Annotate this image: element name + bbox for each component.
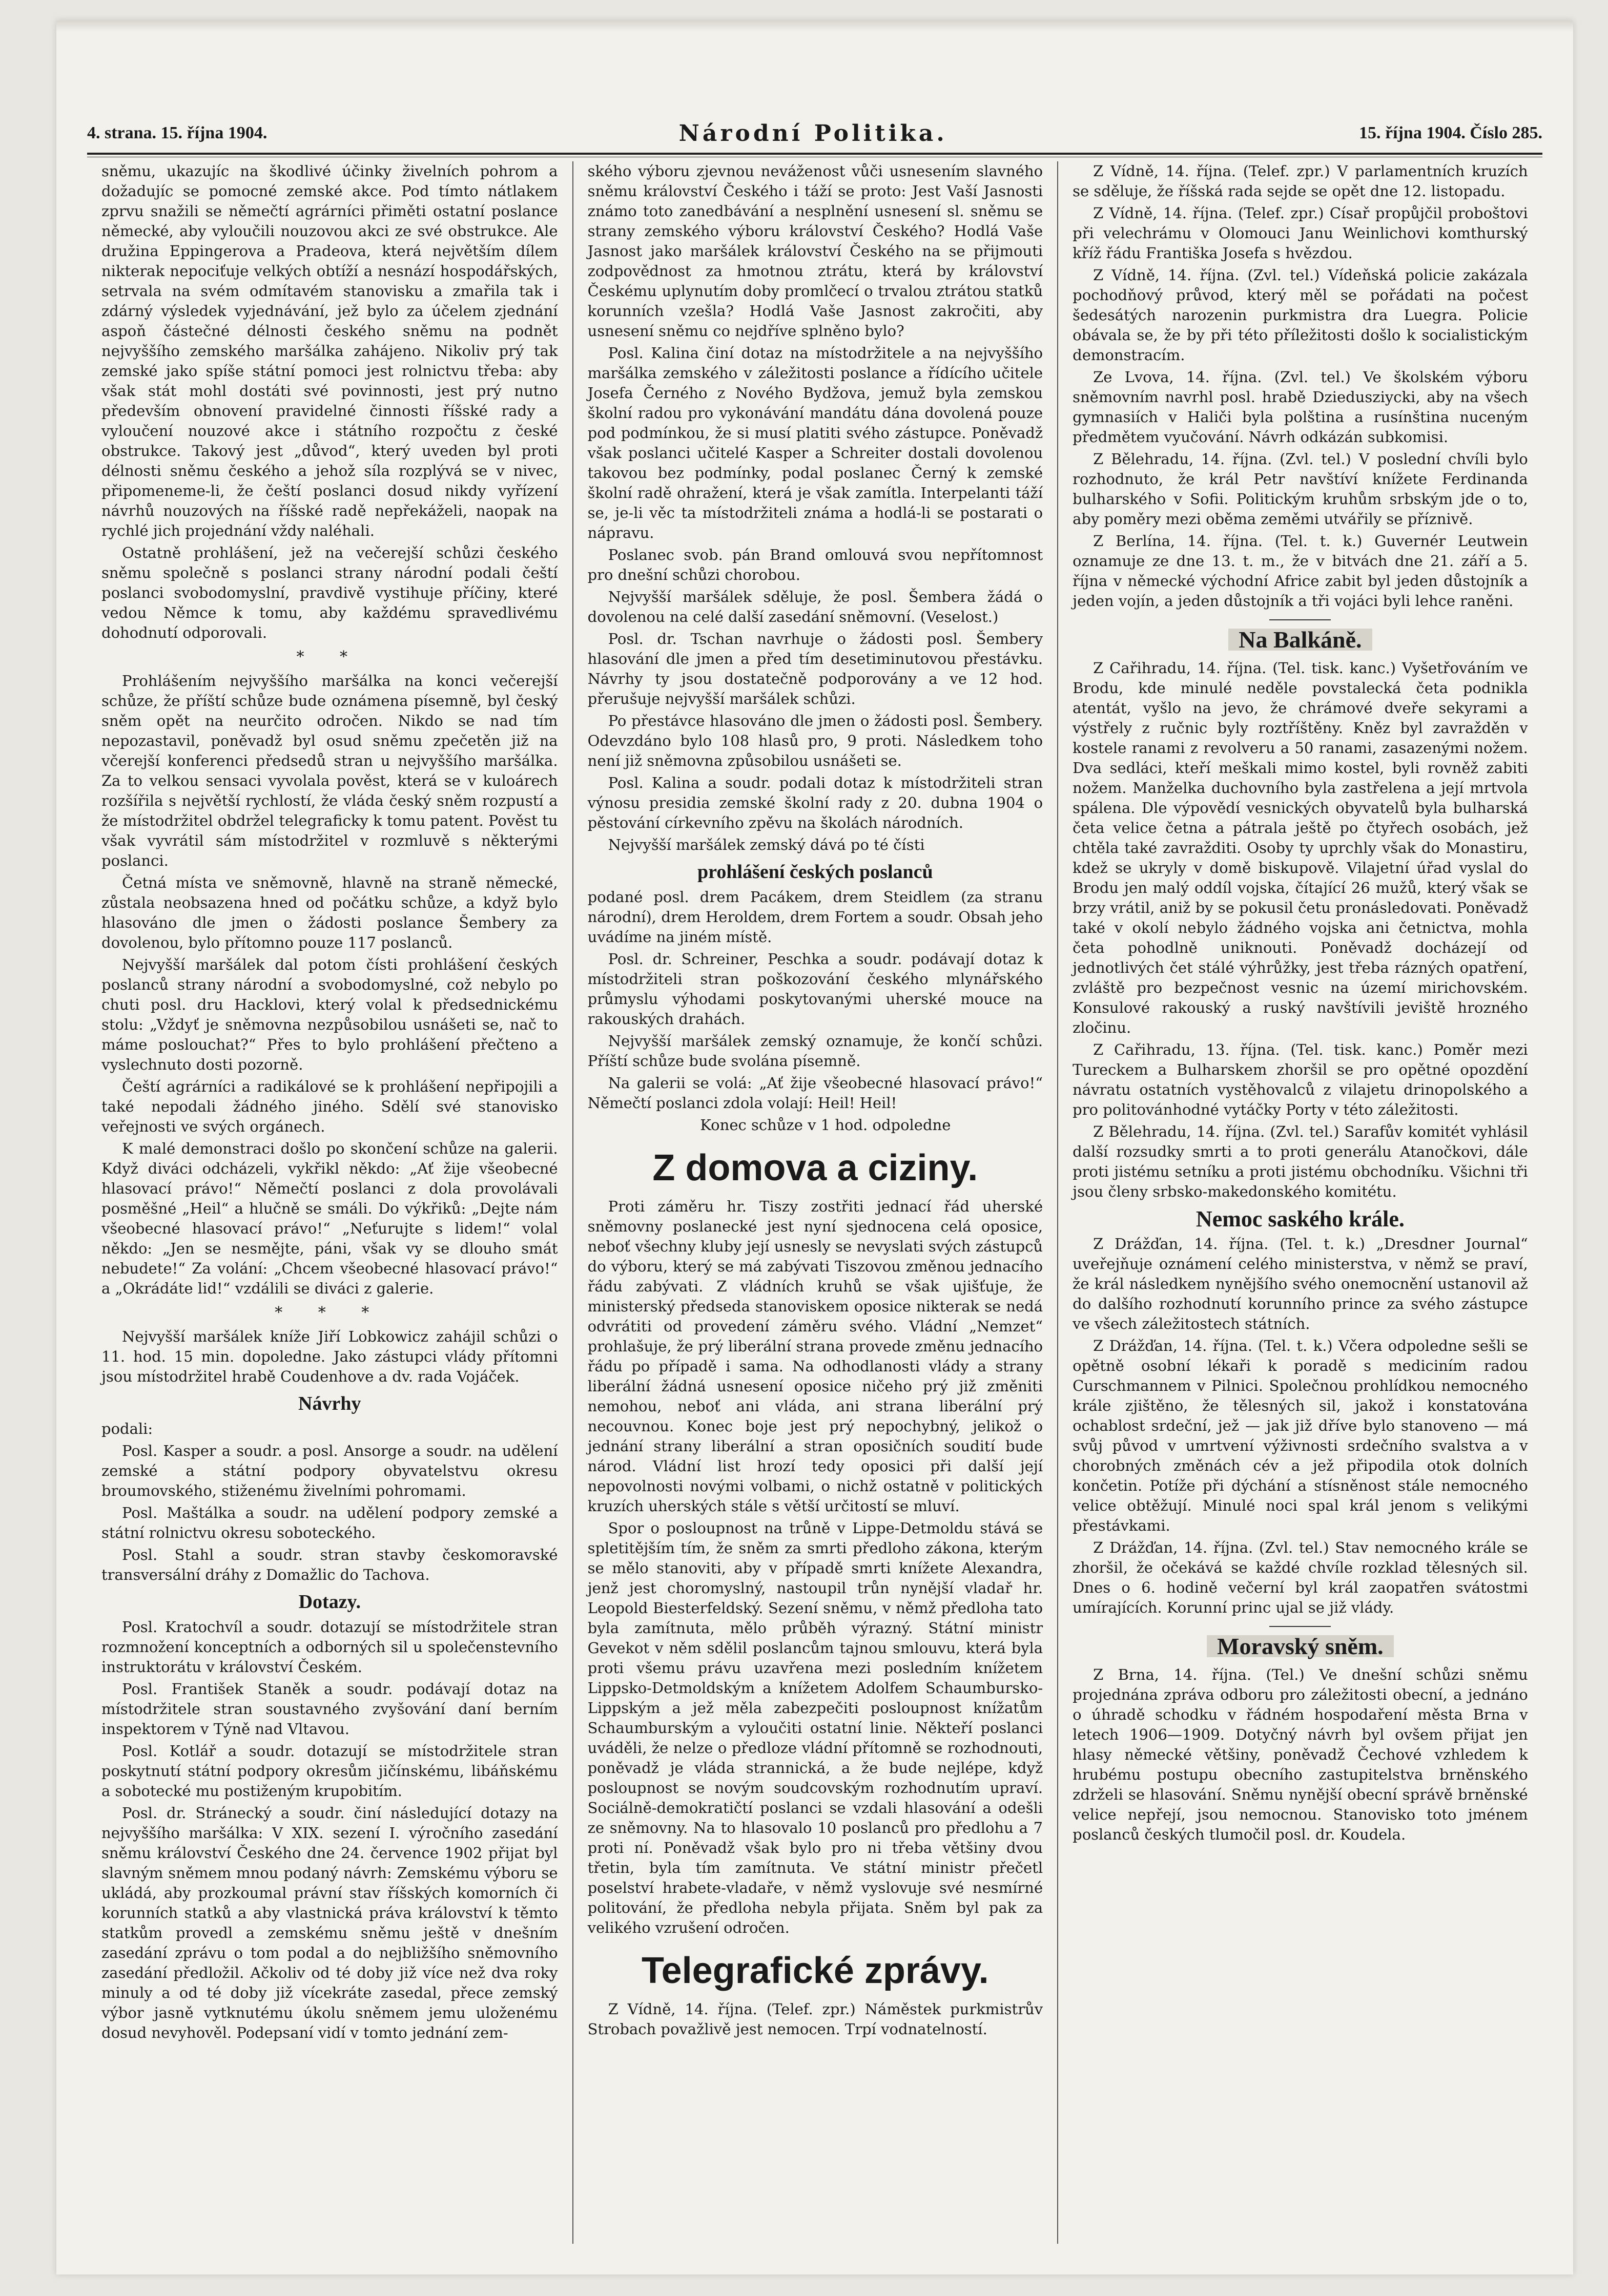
header-rule — [87, 153, 1542, 155]
article-paragraph: K malé demonstraci došlo po skončení schůze na galerii. Když diváci odcházeli, vykřikl někdo: „Ať žije všeobecné hlasovací právo!“ Němečtí poslanci z dola provolávali posměšné „Heil“ a hlučně se smáli. Do výkřiků: „Dejte nám všeobecné hlasovací právo!“ „Neťurujte s lidem!“ volal někdo: „Jen se nesmějte, páni, však vy se dlouho smát nebudete!“ Za volání: „Chcem všeobecné hlasovací právo!“ a „Okrádáte lid!“ vzdálili se diváci z galerie. — [101, 1140, 558, 1297]
heading-prohlaseni: prohlášení českých poslanců — [697, 861, 933, 883]
column-2 — [572, 161, 1058, 2244]
heading-dotazy: Dotazy. — [298, 1591, 361, 1613]
article-paragraph: Nejvyšší maršálek zemský dává po té čísti — [608, 836, 925, 853]
article-paragraph: Z Drážďan, 14. října. (Tel. t. k.) Včera odpoledne sešli se opětně osobní lékaři k poradě s mediciním radou Curschmannem v Pilnici. Společnou prohlídkou nemocného krále zjištěno, že tělesných sil, jakož i konstatována ochablost srdeční, jež — jak již dříve bylo stanoveno — má svůj původ v umrtvení výživnosti srdečního svalstva a v chorobných změnách cév a jež připodila otok dolních končetin. Potíže při dýchání a stísněnost stále nemocného velice obtěžují. Minulé noci spal král jenom s velikými přestávkami. — [1073, 1337, 1528, 1534]
article-paragraph: Čeští agrárníci a radikálové se k prohlášení nepřipojili a také nepodali žádného jiného. Sdělí své stanovisko veřejnosti ve svých orgánech. — [101, 1078, 558, 1135]
column-3 — [1057, 161, 1542, 2244]
section-stars: * * * — [275, 1304, 385, 1322]
article-paragraph: Nejvyšší maršálek kníže Jiří Lobkowicz zahájil schůzi o 11. hod. 15 min. dopoledne. Jako zástupci vlády přítomni jsou místodržitel hrabě Coudenhove a dv. rada Vojáček. — [101, 1328, 558, 1385]
columns — [87, 161, 1542, 2244]
separator-rule — [1269, 1626, 1331, 1627]
article-paragraph: Nejvyšší maršálek dal potom čísti prohlášení českých poslanců strany národní a svobodomyslné, což nebylo po chuti posl. dru Hacklovi, který volal k předsednickému stolu: „Vždyť je sněmovna nezpůsobilou usnášeti se, nač to máme poslouchat?“ Přes to bylo prohlášení přečteno a vyslechnuto dosti pozorně. — [101, 956, 558, 1073]
article-paragraph: Posl. Kalina a soudr. podali dotaz k místodržiteli stran výnosu presidia zemské školní rady z 20. dubna 1904 o pěstování církevního zpěvu na školách národních. — [587, 774, 1043, 831]
article-paragraph: Po přestávce hlasováno dle jmen o žádosti posl. Šembery. Odevzdáno bylo 108 hlasů pro, 9 proti. Následkem toho není již sněmovna způsobilou usnášeti se. — [587, 712, 1043, 769]
article-paragraph: Z Bělehradu, 14. října. (Zvl. tel.) Sarafův komitét vyhlásil další rozsudky smrti a to proti generálu Atanočkovi, dále proti jistému setníku a proti jistému obchodníku. Všichni tři jsou členy srbsko-makedonského komitétu. — [1073, 1123, 1528, 1200]
section-stars: * * — [296, 648, 363, 666]
article-paragraph: Z Brna, 14. října. (Tel.) Ve dnešní schůzi sněmu projednána zpráva odboru pro záležitosti obecní, a jednáno o úhradě schodku v řádném hospodaření města Brna v letech 1906—1909. Dotyčný návrh byl ovšem přijat jen hlasy německé většiny, poněvadž Čechové vzhledem k hrubému postupu obecního zastupitelstva brněnského zdrželi se hlasování. Sněmu nynější obecní správě brněnské velice nepřejí, jsou nemocnou. Stanovisko toto jménem poslanců českých tlumočil posl. dr. Koudela. — [1073, 1666, 1528, 1843]
heading-balkan-wrap — [1073, 629, 1528, 653]
newspaper-page — [56, 20, 1573, 2274]
article-paragraph: Z Berlína, 14. října. (Tel. t. k.) Guvernér Leutwein oznamuje ze dne 13. t. m., že v bitvách dne 21. září a 5. října v německé východní Africe zabit byl jeden důstojník a jeden vojín, a jeden důstojník a tři vojáci byli lehce raněni. — [1073, 532, 1528, 610]
article-paragraph: sněmu, ukazujíc na škodlivé účinky živelních pohrom a dožadujíc se pomocné zemské akce. Pod tímto nátlakem zprvu snažili se němečtí agrárníci přiměti ostatní poslance německé, aby vyloučili nouzovou akci ze své obstrukce. Ale družina Eppingerova a Pradeova, která největším dílem nikterak nepociťuje velkých obtíží a nesnází hospodářských, setrvala na svém odmítavém stanovisku a zmařila tak i zdárný výsledek vyjednávání, jež bylo za účelem zjednání aspoň částečné délnosti českého sněmu na podnět nejvyššího zemského maršálka zahájeno. Nikoliv prý tak zemské jako spíše státní pomoci jest rolnictvu třeba: aby však stát mohl dostáti své povinnosti, jest prý nutno především obnovení pravidelné činnosti říšské rady a vyloučení nouzové akce i státního rozpočtu z české obstrukce. Takový jest „důvod“, který uveden byl proti délnosti sněmu českého a jehož síla rozplývá se v nivec, připomeneme-li, že čeští poslanci dosud nikdy vyřízení návrhů nouzových na říšské radě nepřekáželi, naopak na rychlé jich projednání vždy naléhali. — [101, 162, 558, 539]
article-paragraph: Poslanec svob. pán Brand omlouvá svou nepřítomnost pro dnešní schůzi chorobou. — [587, 546, 1043, 583]
heading-telegraficke: Telegrafické zprávy. — [642, 1950, 989, 1991]
header-date-left: 4. strana. 15. října 1904. — [87, 123, 267, 142]
article-paragraph: Ostatně prohlášení, jež na večerejší schůzi českého sněmu společně s poslanci strany národní podali čeští poslanci svobodomyslní, pravdivě vystihuje příčiny, které vedou Němce k tomu, aby každému spravedlivému dohodnutí odporovali. — [101, 544, 558, 641]
article-paragraph: Konec schůze v 1 hod. odpoledne — [700, 1116, 951, 1134]
article-paragraph: Posl. dr. Stránecký a soudr. činí následující dotazy na nejvyššího maršálka: V XIX. sezení I. výročního zasedání sněmu království Českého dne 24. července 1902 přijat byl slavným sněmem mnou podaný návrh: Zemskému výboru se ukládá, aby prozkoumal právní stav říšských komorních či korunních statků a aby vlastnická práva království k těmto statkům provedl a zemskému sněmu ještě v dnešním zasedání zprávu o tom podal a do nejbližšího sněmovního zasedání předložil. Ačkoliv od té doby již více než dva roky minuly a od té doby již vícekráte zasedal, přece zemský výbor jasně vytknutému úkolu sněmem jemu uloženému dosud nevyhověl. Podepsaní vidí v tomto jednání zem- — [101, 1804, 558, 2041]
heading-navrhy: Návrhy — [298, 1393, 361, 1414]
article-paragraph: Posl. Maštálka a soudr. na udělení podpory zemské a státní rolnictvu okresu soboteckého. — [101, 1504, 558, 1541]
article-paragraph: podané posl. drem Pacákem, drem Steidlem (za stranu národní), drem Heroldem, drem Fortem a soudr. Obsah jeho uvádíme na jiném místě. — [587, 888, 1043, 946]
article-paragraph: ského výboru zjevnou neváženost vůči usnesením slavného sněmu království Českého i táží se proto: Jest Vaší Jasnosti známo toto zanedbávání a nesplnění usnesení sl. sněmu se strany zemského výboru království Českého? Hodlá Vaše Jasnost jako maršálek království Českého na se přijmouti zodpovědnost za hmotnou ztrátu, která by království Českému uplynutím doby promlčecí o trvalou ztrátou statků korunních vzešla? Hodlá Vaše Jasnost zakročiti, aby usnesení sněmu co nejdříve splněno bylo? — [587, 162, 1043, 340]
article-paragraph: Posl. Stahl a soudr. stran stavby českomoravské transversální dráhy z Domažlic do Tachova. — [101, 1546, 558, 1583]
article-paragraph: Z Cařihradu, 13. října. (Tel. tisk. kanc.) Poměr mezi Tureckem a Bulharskem zhoršil se pro opětné opozdění návratu ostatních vystěhovalců z vilajetu drinopolského a pro politovánhodné vytáčky Porty v této záležitosti. — [1073, 1041, 1528, 1118]
masthead-title: Národní Politika. — [678, 120, 947, 147]
scan-edge — [56, 20, 1573, 32]
article-paragraph: Z Cařihradu, 14. října. (Tel. tisk. kanc.) Vyšetřováním ve Brodu, kde minulé neděle povstalecká četa podnikla atentát, vyšlo na jevo, že chrámové dveře sekyrami a výstřely z ručnic byly roztříštěny. Kněz byl zavražděn v kostele ranami z revolveru a 50 ranami, zasazenými nožem. Dva sedláci, kteří meškali mimo kostel, byli rovněž zabiti nožem. Manželka duchovního byla zastřelena a její mrtvola spálena. Dle výpovědí vesnických obyvatelů byla bulharská četa velice četna a pátrala ještě po čtyřech osobách, jež chtěla také zavražditi. Osoby ty uprchly však do Monastiru, kdež se ukryly v domě biskupově. Vilajetní úřad vyslal do Brodu jen malý oddíl vojska, čítající 26 mužů, který však se brzy vrátil, aniž by se pokusil četu pronásledovati. Poněvadž také v okolí nebylo žádného vojska ani četnictva, mohla četa pohodlně uniknouti. Poněvadž docházejí od jednotlivých čet stálé výhrůžky, jest třeba rázných opatření, zvláště pro bezpečnost vesnic na území mirichovském. Konsulové rakouský a ruský navštívili jeviště hrozného zločinu. — [1073, 659, 1528, 1036]
article-paragraph: Z Vídně, 14. října. (Telef. zpr.) V parlamentních kruzích se sděluje, že říšská rada sejde se opět dne 12. listopadu. — [1073, 162, 1528, 200]
heading-moravsky-wrap — [1073, 1635, 1528, 1660]
header-date-right: 15. října 1904. Číslo 285. — [1359, 123, 1542, 142]
article-paragraph: Posl. Kasper a soudr. a posl. Ansorge a soudr. na udělení zemské a státní podpory obyvatelstvu okresu broumovského, stiženému živelními pohromami. — [101, 1442, 558, 1499]
article-paragraph: Posl. František Staněk a soudr. podávají dotaz na místodržitele stran soustavného zvyšování daní berním inspektorem v Týně nad Vltavou. — [101, 1680, 558, 1738]
article-paragraph: Z Vídně, 14. října. (Telef. zpr.) Náměstek purkmistrův Strobach považlivě jest nemocen. Trpí vodnatelností. — [587, 2000, 1043, 2038]
heading-z-domova: Z domova a ciziny. — [652, 1147, 978, 1188]
article-paragraph: Spor o posloupnost na trůně v Lippe-Detmoldu stává se spletitějším tím, že sněm za smrti předloho zákona, kterým se mělo stanoviti, aby v případě smrti knížete Alexandra, jenž jest choromyslný, nastoupil trůn nynější vladař hr. Leopold Biesterfeldský. Sezení sněmu, v němž předloha tato byla zamítnuta, mělo průběh výrazný. Státní ministr Gevekot v něm sdělil poslancům tajnou smlouvu, která byla proti všemu právu uzavřena mezi posledním knížetem Lippsko-Detmoldským a knížetem Adolfem Schaumbursko-Lippským a jež měla zabezpečiti posloupnost knížatům Schaumburským a vyloučiti ostatní linie. Někteří poslanci uváděli, že nelze o předloze vládní přítomně se rozhodnouti, poněvadž je vláda strannická, a že bude nejlépe, když posloupnost se novým soudcovským rozhodnutím upraví. Sociálně-demokratičtí poslanci se vzdali hlasování a odešli ze sněmovny. Na to hlasovalo 10 poslanců pro předlohu a 7 proti ní. Poněvadž však bylo pro ni třeba většiny dvou třetin, byla tím zamítnuta. Ve státní ministr přečetl poselství hrabete-vladaře, v němž vyslovuje své nesmírné politování, že předloha nebyla přijata. Sněm byl pak za velikého vzrušení odročen. — [587, 1519, 1043, 1936]
heading-nemoc: Nemoc saského krále. — [1195, 1206, 1405, 1232]
article-paragraph: Posl. dr. Schreiner, Peschka a soudr. podávají dotaz k místodržiteli stran poškozování českého mlynářského průmyslu výhodami poskytovanými uherské mouce na rakouských drahách. — [587, 950, 1043, 1028]
article-paragraph: Z Bělehradu, 14. října. (Zvl. tel.) V poslední chvíli bylo rozhodnuto, že král Petr navštíví knížete Ferdinanda bulharského v Sofii. Politickým kruhům srbským jde o to, aby poměry mezi oběma zeměmi utvářily se příznivě. — [1073, 450, 1528, 528]
article-paragraph: Nejvyšší maršálek zemský oznamuje, že končí schůzi. Příští schůze bude svolána písemně. — [587, 1032, 1043, 1070]
article-paragraph: Z Vídně, 14. října. (Zvl. tel.) Vídeňská policie zakázala pochodňový průvod, který měl se pořádati na počest šedesátých narozenin purkmistra dra Luegra. Policie obávala se, že by při této příležitosti došlo k socialistickým demonstracím. — [1073, 266, 1528, 364]
article-paragraph: Z Drážďan, 14. října. (Zvl. tel.) Stav nemocného krále se zhoršil, že očekává se každé chvíle rozklad tělesných sil. Dnes o 6. hodině večerní byl král zaopatřen svátostmi umírajících. Korunní princ ujal se již vlády. — [1073, 1539, 1528, 1616]
article-paragraph: Z Vídně, 14. října. (Telef. zpr.) Císař propůjčil proboštovi při velechrámu v Olomouci Janu Weinlichovi komthurský kříž řádu Františka Josefa s hvězdou. — [1073, 204, 1528, 262]
article-paragraph: Proti záměru hr. Tiszy zostřiti jednací řád uherské sněmovny poslanecké jest nyní sjednocena celá oposice, neboť všechny kluby její usnesly se nevyslati svých zástupců do výboru, který se má zabývati Tiszovou změnou jednacího řádu zabývati. Z vládních kruhů se však ujišťuje, že ministerský předseda stanoviskem oposice nikterak se nedá odvrátiti od provedení záměru svého. Vládní „Nemzet“ prohlašuje, že prý liberální strana provede změnu jednacího řádu po případě i sama. Na odhodlanosti vlády a strany liberální žádná usnesení oposice ničeho prý již změniti nemohou, neboť ani vláda, ani strana liberální prý necouvnou. Konec boje jest prý nepochybný, jelikož o jednání strany liberální a stran oposičních soudití bude národ. Vládní list hrozí tedy oposici při další její nepovolnosti novými volbami, o nichž ostatně v politických kruzích uherských stále s větší určitostí se mluví. — [587, 1198, 1043, 1515]
page-header — [87, 118, 1542, 149]
heading-moravsky-snem: Moravský sněm. — [1207, 1635, 1394, 1657]
article-paragraph: Posl. Kratochvíl a soudr. dotazují se místodržitele stran rozmnožení konceptních a odborných sil u společenstevního instruktorátu v království Českém. — [101, 1618, 558, 1676]
article-paragraph: Z Drážďan, 14. října. (Tel. t. k.) „Dresdner Journal“ uveřejňuje oznámení celého ministerstva, v němž se praví, že král následkem nynějšího svého onemocnění ustanovil až do dalšího rozhodnutí korunního prince za svého zástupce ve všech záležitostech státních. — [1073, 1235, 1528, 1332]
article-paragraph: Posl. Kotlář a soudr. dotazují se místodržitele stran poskytnutí státní podpory okresům jičínskému, libáňskému a sobotecké mu postiženým krupobitím. — [101, 1742, 558, 1800]
article-paragraph: Na galerii se volá: „Ať žije všeobecné hlasovací právo!“ Němečtí poslanci zdola volají: Heil! Heil! — [587, 1074, 1043, 1112]
article-paragraph: Četná místa ve sněmovně, hlavně na straně německé, zůstala neobsazena hned od počátku schůze, a když bylo hlasováno dle jmen o žádosti poslance Šembery za dovolenou, bylo přítomno pouze 117 poslanců. — [101, 874, 558, 951]
column-1 — [87, 161, 572, 2244]
article-paragraph: Ze Lvova, 14. října. (Zvl. tel.) Ve školském výboru sněmovním navrhl posl. hrabě Dziedusziycki, aby na všech gymnasiích v Haliči byla polština a rusínština nuceným předmětem vyučování. Návrh odkázán subkomisi. — [1073, 368, 1528, 446]
article-paragraph: Posl. dr. Tschan navrhuje o žádosti posl. Šembery hlasování dle jmen a před tím desetiminutovou přestávku. Návrhy ty jsou dostatečně podporovány a ve 12 hod. přerušuje nejvyšší maršálek schůzi. — [587, 630, 1043, 707]
article-paragraph: Nejvyšší maršálek sděluje, že posl. Šembera žádá o dovolenou na celé další zasedání sněmovní. (Veselost.) — [587, 588, 1043, 625]
heading-na-balkane: Na Balkáně. — [1228, 629, 1372, 651]
article-paragraph: Posl. Kalina činí dotaz na místodržitele a na nejvyššího maršálka zemského v záležitosti poslance a řídícího učitele Josefa Černého z Nového Bydžova, jemuž byla zemskou školní radou pro vykonávání mandátu dána dovolená pouze pod podmínkou, že si musí platiti svého zástupce. Poněvadž však poslanci učitelé Kasper a Schreiter dostali dovolenou takovou bez podmínky, podal poslanec Černý k zemské školní radě ohražení, která je však zamítla. Interpelanti táží se, je-li věc ta místodržiteli známa a hodlá-li se postarati o nápravu. — [587, 344, 1043, 541]
article-paragraph: podali: — [101, 1420, 153, 1437]
article-paragraph: Prohlášením nejvyššího maršálka na konci večerejší schůze, že příští schůze bude oznámena písemně, byl český sněm opět na neurčito odročen. Nikdo se nad tím nepozastavil, poněvadž byl osud sněmu zpečetěn již na včerejší konferenci předsedů stran u nejvyššího maršálka. Za to velkou sensaci vyvolala pověst, která se v kuloárech rozšířila s největší rychlostí, že vláda český sněm rozpustí a že místodržitel obdržel telegraficky k tomu patent. Pověst tu však vyvrátil sám místodržitel v rozmluvě s některými poslanci. — [101, 672, 558, 869]
separator-rule — [1269, 619, 1331, 620]
